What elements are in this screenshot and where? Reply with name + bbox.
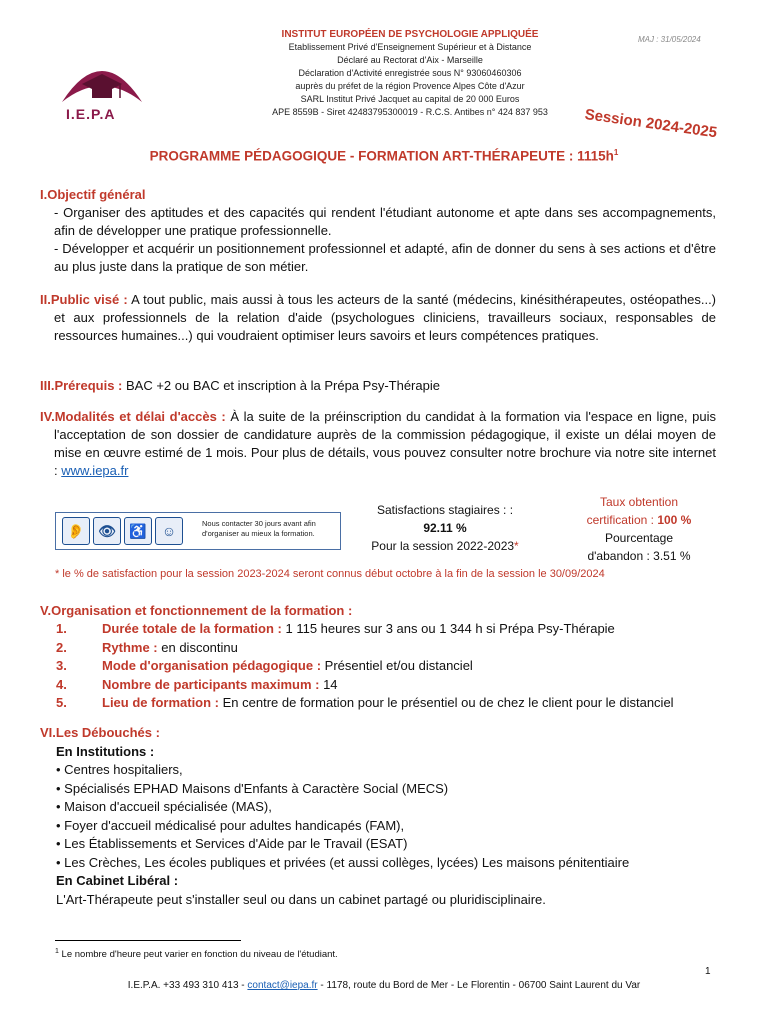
page-number: 1 <box>705 966 711 977</box>
satisfaction-label: Satisfactions stagiaires : : <box>376 503 514 517</box>
item-value: En centre de formation pour le présentiel ou de chez le client pour le distanciel <box>222 695 674 710</box>
abandon-rate: d'abandon : 3.51 % <box>587 549 691 563</box>
item-number: 5. <box>56 695 67 710</box>
item-value: 1 115 heures sur 3 ans ou 1 344 h si Prépa Psy-Thérapie <box>285 621 615 636</box>
footnote-text: Le nombre d'heure peut varier en fonction du niveau de l'étudiant. <box>61 949 338 961</box>
footer-email-link[interactable]: contact@iepa.fr <box>247 980 318 991</box>
wheelchair-icon: ♿ <box>124 517 152 545</box>
certification-label: Taux obtention <box>599 495 679 509</box>
list-item: • Maison d'accueil spécialisée (MAS), <box>56 799 272 814</box>
accessibility-banner <box>55 512 341 550</box>
section-heading: I.Objectif général <box>40 187 146 202</box>
header-line: SARL Institut Privé Jacquet au capital de 20 000 Euros <box>300 94 520 104</box>
update-date: MAJ : 31/05/2024 <box>638 35 701 44</box>
list-item: • Centres hospitaliers, <box>56 762 183 777</box>
abandon-label: Pourcentage <box>604 531 674 545</box>
cabinet-text: L'Art-Thérapeute peut s'installer seul ou dans un cabinet partagé ou pluridisciplinaire. <box>56 891 546 907</box>
section-heading: V.Organisation et fonctionnement de la formation : <box>40 603 353 618</box>
header-line: Déclaré au Rectorat d'Aix - Marseille <box>337 55 483 65</box>
item-label: Rythme : <box>102 639 158 655</box>
logo-text: I.E.P.A <box>66 106 116 122</box>
list-item: • Les Crèches, Les écoles publiques et privées (et aussi collèges, lycées) Les maisons pénitentiaire <box>56 854 630 870</box>
footnote-ref: 1 <box>55 948 59 955</box>
visually-impaired-icon: 👁 <box>93 517 121 545</box>
section-public <box>40 291 716 345</box>
list-item: • Les Établissements et Services d'Aide par le Travail (ESAT) <box>56 836 408 851</box>
prerequis-text: BAC +2 ou BAC et inscription à la Prépa Psy-Thérapie <box>126 378 440 393</box>
footnote <box>55 948 338 960</box>
certification-block <box>566 493 712 565</box>
page-footer <box>0 980 768 991</box>
section-heading: VI.Les Débouchés : <box>40 725 160 740</box>
list-item: • Spécialisés EPHAD Maisons d'Enfants à Caractère Social (MECS) <box>56 780 449 796</box>
header-line: Etablissement Privé d'Enseignement Supérieur et à Distance <box>288 42 532 52</box>
institutions-label: En Institutions : <box>56 743 155 759</box>
item-value: en discontinu <box>161 639 238 655</box>
item-number: 3. <box>56 658 67 673</box>
modalites-text: À la suite de la préinscription du candidat à la formation via l'espace en ligne, puis l'acceptation de son dossier de candidature auprès de la commission pédagogique, il existe un délai moyen de mise en œuvre estimé de 1 mois. Pour plus de détails, vous pouvez consulter notre brochure via notre site internet : <box>54 409 716 478</box>
section-organisation <box>40 602 716 713</box>
accessibility-icons <box>62 517 192 545</box>
organisation-item <box>40 694 716 713</box>
public-text: A tout public, mais aussi à tous les acteurs de la santé (médecins, kinésithérapeutes, ostéopathes...) et aux professionnels de la relation d'aide (psychologues cliniciens, travailleurs sociaux, responsables de ressources humaines...) qui voudraient optimiser leurs savoirs et leurs compétences pratiques. <box>54 292 717 343</box>
satisfaction-note: * le % de satisfaction pour la session 2023-2024 seront connus début octobre à la fin de la session le 30/09/2024 <box>55 568 605 580</box>
organisation-item <box>40 639 716 658</box>
section-heading: IV.Modalités et délai d'accès : <box>40 409 226 424</box>
section-modalites <box>40 408 716 480</box>
item-label: Mode d'organisation pédagogique : <box>102 658 322 673</box>
organisation-item <box>40 620 716 639</box>
header-line: APE 8559B - Siret 42483795300019 - R.C.S. Antibes n° 424 837 953 <box>272 107 548 117</box>
section-debouches <box>40 724 716 909</box>
page-title <box>0 148 768 164</box>
organisation-item <box>40 657 716 676</box>
item-label: Lieu de formation : <box>102 695 219 710</box>
institute-header <box>240 28 580 119</box>
certification-text: certification : <box>586 513 654 527</box>
item-number: 1. <box>56 621 67 636</box>
accessibility-note: Nous contacter 30 jours avant afin d'organiser au mieux la formation. <box>202 519 316 538</box>
section-objectif <box>40 186 716 276</box>
satisfaction-percent: 92.11 % <box>423 521 467 535</box>
satisfaction-session: Pour la session 2022-2023 <box>371 539 515 553</box>
section-prerequis <box>40 377 716 395</box>
objectif-text-1: - Organiser des aptitudes et des capacités qui rendent l'étudiant autonome et apte dans ses accompagnements, afin de développer une pratique professionnelle. <box>54 205 716 238</box>
title-text: PROGRAMME PÉDAGOGIQUE - FORMATION ART-THÉRAPEUTE : 1115h <box>149 148 614 164</box>
item-label: Durée totale de la formation : <box>102 621 282 636</box>
section-heading: II.Public visé : <box>40 292 128 307</box>
header-line: Déclaration d'Activité enregistrée sous N° 93060460306 <box>298 68 522 78</box>
title-footnote-ref: 1 <box>613 148 619 157</box>
cabinet-label: En Cabinet Libéral : <box>56 873 179 888</box>
item-number: 2. <box>56 639 67 655</box>
mental-disability-icon: ☺ <box>155 517 183 545</box>
institutions-list <box>56 761 716 872</box>
header-line: auprès du préfet de la région Provence Alpes Côte d'Azur <box>295 81 525 91</box>
website-link[interactable]: www.iepa.fr <box>61 463 129 478</box>
satisfaction-star: * <box>514 539 519 553</box>
satisfaction-block <box>350 501 540 555</box>
organisation-item <box>40 676 716 695</box>
objectif-text-2: - Développer et acquérir un positionnement professionnel et adapté, afin de donner du sens à ses actions et d'être au plus juste dans la pratique de son métier. <box>54 241 716 274</box>
item-value: 14 <box>323 676 338 692</box>
item-label: Nombre de participants maximum : <box>102 676 320 692</box>
session-stamp: Session 2024-2025 <box>583 106 719 142</box>
footnote-divider <box>55 940 241 941</box>
hearing-impaired-icon: 👂 <box>62 517 90 545</box>
section-heading: III.Prérequis : <box>40 378 123 393</box>
footer-address: - 1178, route du Bord de Mer - Le Florentin - 06700 Saint Laurent du Var <box>320 980 641 991</box>
organisation-list <box>40 620 716 713</box>
institute-name: INSTITUT EUROPÉEN DE PSYCHOLOGIE APPLIQUÉE <box>281 29 539 40</box>
item-number: 4. <box>56 676 67 692</box>
footer-contact: I.E.P.A. +33 493 310 413 - <box>127 980 245 991</box>
list-item: • Foyer d'accueil médicalisé pour adultes handicapés (FAM), <box>56 817 405 833</box>
item-value: Présentiel et/ou distanciel <box>324 658 473 673</box>
certification-percent: 100 % <box>657 513 692 527</box>
